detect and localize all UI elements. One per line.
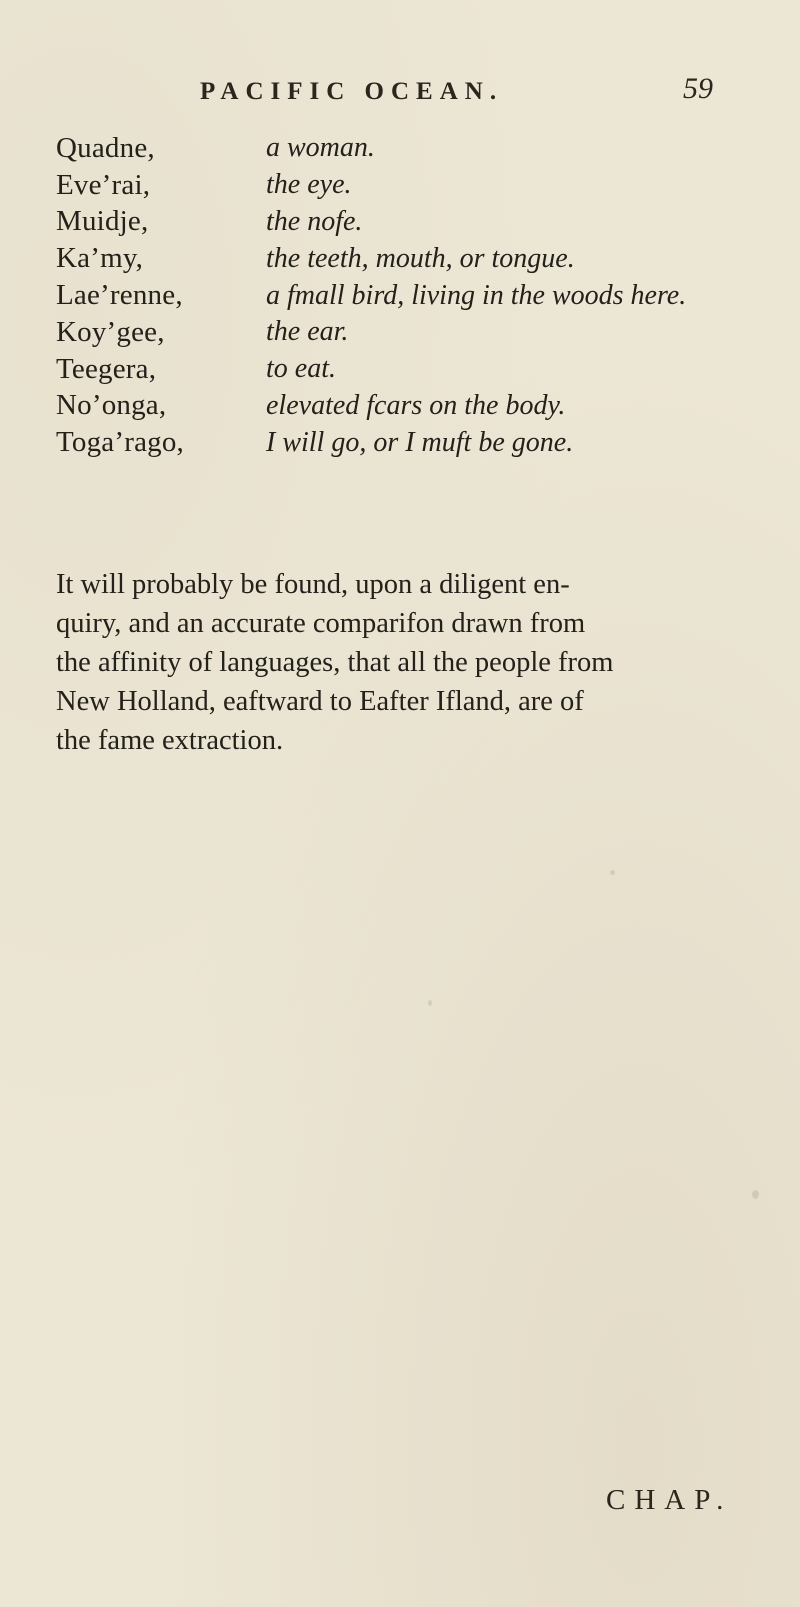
vocabulary-entry bbox=[56, 167, 756, 204]
vocabulary-term: Toga’rago, bbox=[56, 426, 184, 459]
vocabulary-entry bbox=[56, 204, 756, 241]
catchword: CHAP. bbox=[606, 1484, 733, 1516]
paragraph-line: New Holland, eaftward to Eafter Ifland, are of bbox=[56, 686, 584, 717]
vocabulary-gloss: a fmall bird, living in the woods here. bbox=[266, 279, 687, 311]
page-number: 59 bbox=[683, 72, 713, 105]
vocabulary-entry bbox=[56, 351, 756, 388]
vocabulary-gloss: the ear. bbox=[266, 316, 349, 348]
vocabulary-term: No’onga, bbox=[56, 389, 167, 422]
vocabulary-entry bbox=[56, 240, 756, 277]
vocabulary-term: Eve’rai, bbox=[56, 168, 151, 201]
vocabulary-entry bbox=[56, 314, 756, 351]
vocabulary-entry bbox=[56, 424, 756, 461]
vocabulary-gloss: the nofe. bbox=[266, 205, 363, 237]
paper-speck bbox=[752, 1190, 759, 1199]
paper-speck bbox=[610, 870, 615, 875]
running-title: PACIFIC OCEAN. bbox=[200, 78, 504, 105]
vocabulary-gloss: the teeth, mouth, or tongue. bbox=[266, 242, 575, 274]
vocabulary-gloss: elevated fcars on the body. bbox=[266, 389, 566, 421]
vocabulary-term: Teegera, bbox=[56, 352, 157, 385]
vocabulary-entry bbox=[56, 130, 756, 167]
paper-speck bbox=[428, 1000, 432, 1006]
vocabulary-term: Lae’renne, bbox=[56, 279, 183, 312]
body-paragraph bbox=[56, 565, 776, 760]
paragraph-line: the fame extraction. bbox=[56, 725, 284, 756]
vocabulary-list bbox=[56, 130, 756, 461]
vocabulary-gloss: the eye. bbox=[266, 169, 352, 201]
paragraph-line: quiry, and an accurate comparifon drawn from bbox=[56, 608, 586, 639]
paragraph-line: It will probably be found, upon a diligent en- bbox=[56, 569, 570, 600]
vocabulary-gloss: to eat. bbox=[266, 353, 336, 385]
vocabulary-entry bbox=[56, 277, 756, 314]
paragraph-line: the affinity of languages, that all the people from bbox=[56, 647, 614, 678]
vocabulary-term: Quadne, bbox=[56, 131, 155, 164]
vocabulary-term: Koy’gee, bbox=[56, 315, 165, 348]
vocabulary-gloss: I will go, or I muft be gone. bbox=[266, 426, 574, 458]
vocabulary-term: Muidje, bbox=[56, 205, 149, 238]
vocabulary-entry bbox=[56, 388, 756, 425]
vocabulary-gloss: a woman. bbox=[266, 132, 375, 164]
vocabulary-term: Ka’my, bbox=[56, 242, 144, 275]
